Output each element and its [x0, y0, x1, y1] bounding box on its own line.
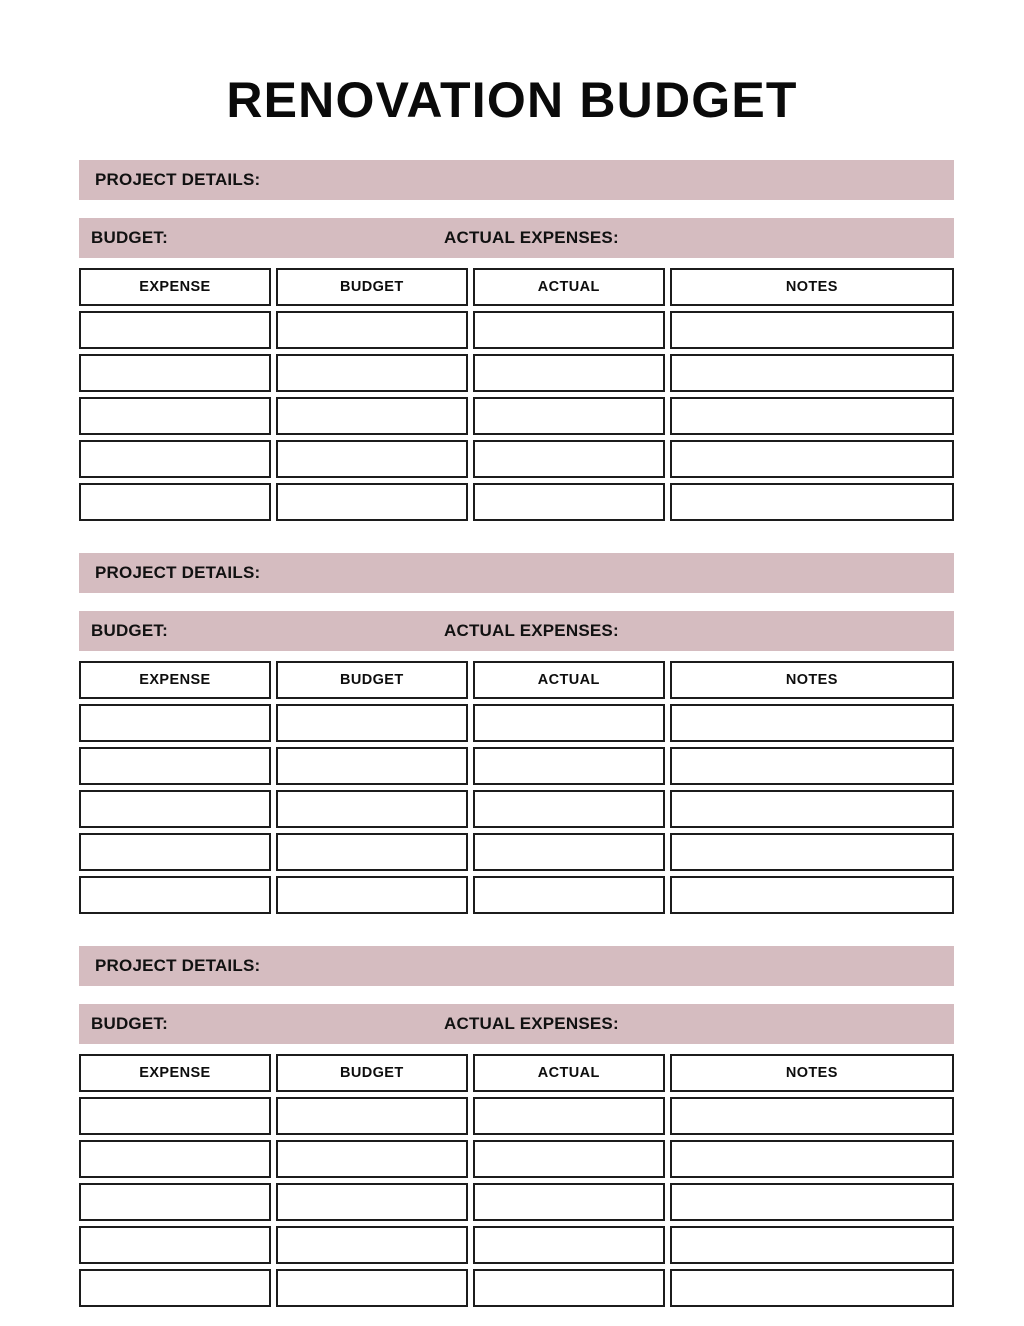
table-header-cell-notes [670, 1054, 954, 1092]
column-header-label: ACTUAL [537, 672, 600, 688]
table-row [79, 1183, 954, 1221]
column-header-label: EXPENSE [139, 672, 211, 688]
table-cell-notes[interactable] [670, 397, 954, 435]
table-cell-expense[interactable] [79, 1140, 271, 1178]
table-header-cell-actual [473, 268, 665, 306]
column-header-label: ACTUAL [537, 279, 600, 295]
table-cell-notes[interactable] [670, 311, 954, 349]
page-title: RENOVATION BUDGET [226, 72, 798, 128]
table-cell-notes[interactable] [670, 1140, 954, 1178]
table-row [79, 1097, 954, 1135]
table-cell-budget[interactable] [276, 833, 468, 871]
table-header-cell-budget [276, 661, 468, 699]
budget-label: BUDGET: [91, 1014, 168, 1033]
budget-section [79, 160, 954, 521]
table-cell-expense[interactable] [79, 440, 271, 478]
table-cell-budget[interactable] [276, 1140, 468, 1178]
project-details-label: PROJECT DETAILS: [95, 563, 261, 582]
table-cell-actual[interactable] [473, 1183, 665, 1221]
table-cell-notes[interactable] [670, 747, 954, 785]
table-cell-actual[interactable] [473, 1097, 665, 1135]
table-row [79, 790, 954, 828]
table-cell-expense[interactable] [79, 1226, 271, 1264]
table-cell-budget[interactable] [276, 1269, 468, 1307]
table-row [79, 354, 954, 392]
table-cell-expense[interactable] [79, 790, 271, 828]
table-row [79, 1140, 954, 1178]
table-row [79, 311, 954, 349]
table-row [79, 397, 954, 435]
table-cell-actual[interactable] [473, 790, 665, 828]
table-cell-budget[interactable] [276, 397, 468, 435]
table-cell-notes[interactable] [670, 1269, 954, 1307]
table-header-cell-expense [79, 661, 271, 699]
table-cell-budget[interactable] [276, 354, 468, 392]
table-cell-budget[interactable] [276, 1097, 468, 1135]
table-cell-actual[interactable] [473, 1269, 665, 1307]
table-cell-actual[interactable] [473, 311, 665, 349]
column-header-label: NOTES [785, 279, 838, 295]
table-cell-notes[interactable] [670, 1183, 954, 1221]
budget-label: BUDGET: [91, 228, 168, 247]
table-cell-budget[interactable] [276, 311, 468, 349]
table-cell-actual[interactable] [473, 876, 665, 914]
table-row [79, 440, 954, 478]
table-cell-notes[interactable] [670, 833, 954, 871]
table-cell-budget[interactable] [276, 1226, 468, 1264]
table-row [79, 876, 954, 914]
table-row [79, 483, 954, 521]
project-details-label: PROJECT DETAILS: [95, 170, 261, 189]
expense-table [79, 661, 954, 914]
table-cell-notes[interactable] [670, 1226, 954, 1264]
actual-expenses-label: ACTUAL EXPENSES: [444, 1014, 619, 1033]
table-cell-notes[interactable] [670, 876, 954, 914]
table-cell-expense[interactable] [79, 876, 271, 914]
table-cell-expense[interactable] [79, 483, 271, 521]
expense-table [79, 268, 954, 521]
table-cell-actual[interactable] [473, 833, 665, 871]
project-details-label: PROJECT DETAILS: [95, 956, 261, 975]
table-cell-actual[interactable] [473, 483, 665, 521]
table-row [79, 704, 954, 742]
column-header-label: ACTUAL [537, 1065, 600, 1081]
table-cell-expense[interactable] [79, 311, 271, 349]
budget-actual-bar[interactable] [79, 611, 954, 651]
table-cell-notes[interactable] [670, 790, 954, 828]
table-cell-budget[interactable] [276, 790, 468, 828]
table-header-row [79, 1054, 954, 1092]
project-details-bar[interactable] [79, 553, 954, 593]
table-cell-budget[interactable] [276, 747, 468, 785]
table-cell-notes[interactable] [670, 704, 954, 742]
table-cell-notes[interactable] [670, 483, 954, 521]
table-cell-expense[interactable] [79, 1097, 271, 1135]
column-header-label: BUDGET [340, 1065, 404, 1081]
table-header-cell-expense [79, 268, 271, 306]
table-header-row [79, 661, 954, 699]
table-header-cell-actual [473, 661, 665, 699]
table-cell-expense[interactable] [79, 747, 271, 785]
table-cell-notes[interactable] [670, 354, 954, 392]
budget-actual-bar[interactable] [79, 1004, 954, 1044]
table-row [79, 1269, 954, 1307]
table-header-cell-expense [79, 1054, 271, 1092]
column-header-label: NOTES [785, 672, 838, 688]
table-header-cell-budget [276, 268, 468, 306]
table-cell-expense[interactable] [79, 397, 271, 435]
table-cell-expense[interactable] [79, 1183, 271, 1221]
expense-table [79, 1054, 954, 1307]
actual-expenses-label: ACTUAL EXPENSES: [444, 228, 619, 247]
budget-section [79, 946, 954, 1307]
table-row [79, 833, 954, 871]
table-cell-budget[interactable] [276, 1183, 468, 1221]
table-cell-budget[interactable] [276, 440, 468, 478]
table-header-cell-notes [670, 661, 954, 699]
table-cell-budget[interactable] [276, 704, 468, 742]
table-cell-expense[interactable] [79, 354, 271, 392]
sections-container [79, 160, 954, 1312]
table-cell-actual[interactable] [473, 440, 665, 478]
budget-label: BUDGET: [91, 621, 168, 640]
table-header-cell-notes [670, 268, 954, 306]
actual-expenses-label: ACTUAL EXPENSES: [444, 621, 619, 640]
table-cell-actual[interactable] [473, 354, 665, 392]
table-cell-expense[interactable] [79, 833, 271, 871]
table-row [79, 1226, 954, 1264]
table-cell-notes[interactable] [670, 1097, 954, 1135]
project-details-bar[interactable] [79, 946, 954, 986]
table-cell-budget[interactable] [276, 483, 468, 521]
column-header-label: NOTES [785, 1065, 838, 1081]
table-cell-notes[interactable] [670, 440, 954, 478]
column-header-label: BUDGET [340, 279, 404, 295]
project-details-bar[interactable] [79, 160, 954, 200]
table-header-cell-actual [473, 1054, 665, 1092]
table-cell-budget[interactable] [276, 876, 468, 914]
column-header-label: BUDGET [340, 672, 404, 688]
table-header-cell-budget [276, 1054, 468, 1092]
table-cell-actual[interactable] [473, 704, 665, 742]
table-cell-actual[interactable] [473, 747, 665, 785]
column-header-label: EXPENSE [139, 279, 211, 295]
table-cell-expense[interactable] [79, 704, 271, 742]
table-row [79, 747, 954, 785]
table-cell-actual[interactable] [473, 397, 665, 435]
table-header-row [79, 268, 954, 306]
budget-actual-bar[interactable] [79, 218, 954, 258]
table-cell-actual[interactable] [473, 1140, 665, 1178]
budget-section [79, 553, 954, 914]
column-header-label: EXPENSE [139, 1065, 211, 1081]
table-cell-expense[interactable] [79, 1269, 271, 1307]
table-cell-actual[interactable] [473, 1226, 665, 1264]
